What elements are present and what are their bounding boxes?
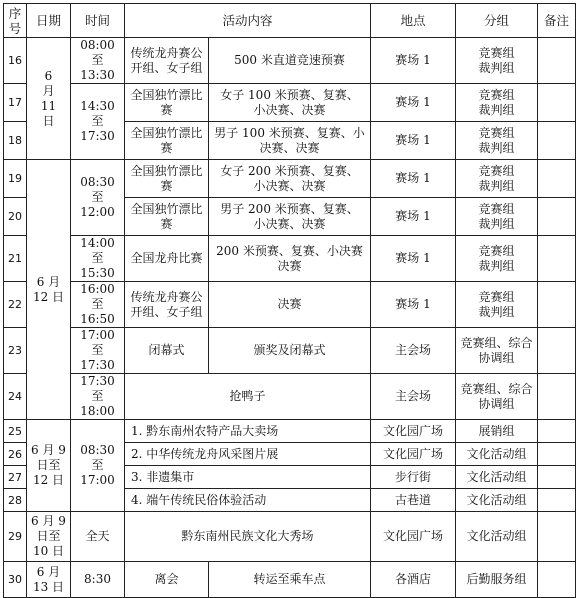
row-group: 竞赛组、综合 协调组: [456, 374, 538, 420]
header-place: 地点: [371, 4, 456, 38]
row-event: 离会: [125, 562, 209, 598]
row-note: [538, 512, 576, 562]
row-content: 男子 100 米预赛、复赛、小 决赛、决赛: [209, 122, 371, 160]
header-activity: 活动内容: [125, 4, 371, 38]
header-row: [4, 4, 576, 38]
row-group: 文化活动组: [456, 443, 538, 466]
row-content: 颁奖及闭幕式: [209, 328, 371, 374]
row-group: 竞赛组 裁判组: [456, 38, 538, 84]
row-note: [538, 466, 576, 489]
row-time: 08:30 至 12:00: [71, 160, 125, 236]
row-group: 文化活动组: [456, 512, 538, 562]
table-row: [4, 420, 576, 443]
row-seq: 21: [4, 236, 27, 282]
row-place: 文化园广场: [371, 512, 456, 562]
table-row: [4, 282, 576, 328]
row-group: 竞赛组、综合 协调组: [456, 328, 538, 374]
row-date: 6 月 13 日: [27, 562, 71, 598]
schedule-table: [3, 3, 576, 598]
row-content: 决赛: [209, 282, 371, 328]
row-place: 古巷道: [371, 489, 456, 512]
row-content: 女子 200 米预赛、复赛、 小决赛、决赛: [209, 160, 371, 198]
row-date: 6 月 11 日: [27, 38, 71, 160]
row-time: 14:30 至 17:30: [71, 84, 125, 160]
row-time: 08:00 至 13:30: [71, 38, 125, 84]
row-note: [538, 282, 576, 328]
row-place: 赛场 1: [371, 38, 456, 84]
row-seq: 22: [4, 282, 27, 328]
row-place: 主会场: [371, 328, 456, 374]
row-content: 200 米预赛、复赛、小决赛 决赛: [209, 236, 371, 282]
row-seq: 26: [4, 443, 27, 466]
row-activity: 黔东南州民族文化大秀场: [125, 512, 371, 562]
row-time: 17:00 至 17:30: [71, 328, 125, 374]
header-group: 分组: [456, 4, 538, 38]
row-activity: 4. 端午传统民俗体验活动: [125, 489, 371, 512]
row-time: 14:00 至 15:30: [71, 236, 125, 282]
row-content: 转运至乘车点: [209, 562, 371, 598]
row-place: 赛场 1: [371, 198, 456, 236]
table-row: [4, 374, 576, 420]
row-group: 竞赛组 裁判组: [456, 122, 538, 160]
row-event: 全国独竹漂比 赛: [125, 160, 209, 198]
row-seq: 18: [4, 122, 27, 160]
row-event: 全国独竹漂比 赛: [125, 84, 209, 122]
row-event: 闭幕式: [125, 328, 209, 374]
row-note: [538, 160, 576, 198]
row-place: 各酒店: [371, 562, 456, 598]
header-seq: 序 号: [4, 4, 27, 38]
row-seq: 16: [4, 38, 27, 84]
row-seq: 19: [4, 160, 27, 198]
row-note: [538, 374, 576, 420]
row-time: 17:30 至 18:00: [71, 374, 125, 420]
row-seq: 20: [4, 198, 27, 236]
row-event: 全国独竹漂比 赛: [125, 198, 209, 236]
row-note: [538, 562, 576, 598]
row-note: [538, 420, 576, 443]
row-date: 6 月 9 日至 10 日: [27, 512, 71, 562]
row-seq: 24: [4, 374, 27, 420]
row-content: 500 米直道竞速预赛: [209, 38, 371, 84]
row-date: 6 月 12 日: [27, 160, 71, 420]
row-seq: 23: [4, 328, 27, 374]
row-activity: 2. 中华传统龙舟风采图片展: [125, 443, 371, 466]
row-place: 赛场 1: [371, 160, 456, 198]
row-group: 竞赛组 裁判组: [456, 282, 538, 328]
row-activity: 抢鸭子: [125, 374, 371, 420]
header-time: 时间: [71, 4, 125, 38]
table-row: [4, 160, 576, 198]
row-group: 后勤服务组: [456, 562, 538, 598]
row-place: 主会场: [371, 374, 456, 420]
row-activity: 1. 黔东南州农特产品大卖场: [125, 420, 371, 443]
row-group: 竞赛组 裁判组: [456, 84, 538, 122]
row-content: 男子 200 米预赛、复赛、 小决赛、决赛: [209, 198, 371, 236]
row-place: 步行街: [371, 466, 456, 489]
row-note: [538, 489, 576, 512]
row-place: 文化园广场: [371, 443, 456, 466]
row-place: 赛场 1: [371, 84, 456, 122]
row-event: 传统龙舟赛公 开组、女子组: [125, 282, 209, 328]
row-note: [538, 236, 576, 282]
header-note: 备注: [538, 4, 576, 38]
row-seq: 30: [4, 562, 27, 598]
row-event: 全国龙舟比赛: [125, 236, 209, 282]
row-note: [538, 38, 576, 84]
table-row: [4, 38, 576, 84]
table-row: [4, 328, 576, 374]
row-place: 赛场 1: [371, 122, 456, 160]
row-time: 全天: [71, 512, 125, 562]
row-group: 竞赛组 裁判组: [456, 236, 538, 282]
row-seq: 28: [4, 489, 27, 512]
row-note: [538, 84, 576, 122]
row-seq: 25: [4, 420, 27, 443]
row-group: 展销组: [456, 420, 538, 443]
row-time: 8:30: [71, 562, 125, 598]
table-row: [4, 236, 576, 282]
table-row: [4, 562, 576, 598]
row-group: 竞赛组 裁判组: [456, 198, 538, 236]
row-note: [538, 122, 576, 160]
row-place: 文化园广场: [371, 420, 456, 443]
row-seq: 29: [4, 512, 27, 562]
table-row: [4, 84, 576, 122]
row-time: 08:30 至 17:00: [71, 420, 125, 512]
row-group: 竞赛组 裁判组: [456, 160, 538, 198]
row-activity: 3. 非遗集市: [125, 466, 371, 489]
row-seq: 27: [4, 466, 27, 489]
row-date: 6 月 9 日至 12 日: [27, 420, 71, 512]
row-group: 文化活动组: [456, 466, 538, 489]
row-note: [538, 198, 576, 236]
row-group: 文化活动组: [456, 489, 538, 512]
row-event: 全国独竹漂比 赛: [125, 122, 209, 160]
row-place: 赛场 1: [371, 236, 456, 282]
row-content: 女子 100 米预赛、复赛、 小决赛、决赛: [209, 84, 371, 122]
row-time: 16:00 至 16:50: [71, 282, 125, 328]
row-place: 赛场 1: [371, 282, 456, 328]
row-seq: 17: [4, 84, 27, 122]
row-note: [538, 328, 576, 374]
header-date: 日期: [27, 4, 71, 38]
row-note: [538, 443, 576, 466]
table-row: [4, 512, 576, 562]
row-event: 传统龙舟赛公 开组、女子组: [125, 38, 209, 84]
